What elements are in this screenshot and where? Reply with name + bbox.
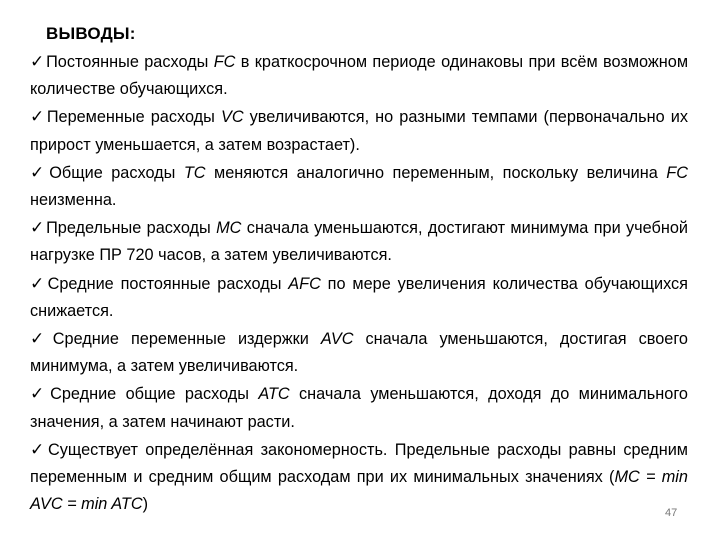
text-run: увеличиваются, но разными темпами (первоначально их прирост уменьшается, а затем возрастает). — [30, 108, 688, 154]
conclusion-item — [30, 325, 688, 380]
conclusion-item — [30, 103, 688, 158]
text-run: Предельные расходы — [46, 219, 217, 238]
term-symbol: TC — [183, 163, 206, 182]
term-symbol: AVC — [320, 330, 354, 349]
conclusion-item — [30, 270, 688, 325]
checkmark-icon: ✓ — [30, 52, 46, 71]
conclusions-list — [30, 48, 688, 518]
text-run: Средние переменные издержки — [52, 330, 321, 349]
conclusion-item — [30, 436, 688, 519]
text-run: Постоянные расходы — [46, 53, 214, 71]
text-run: по мере увеличения количества обучающихся снижается. — [30, 274, 688, 320]
term-symbol: AFC — [288, 274, 321, 293]
term-symbol: VC — [220, 108, 244, 127]
text-run: сначала уменьшаются, доходя до минимального значения, а затем начинают расти. — [30, 385, 688, 431]
text-run: сначала уменьшаются, достигая своего минимума, а затем увеличиваются. — [30, 330, 688, 376]
conclusion-item — [30, 380, 688, 435]
text-run: Существует определённая закономерность. Предельные расходы равны средним переменным и средним общим расходам при их минимальных значениях ( — [30, 440, 688, 487]
text-run: Средние постоянные расходы — [47, 274, 289, 293]
text-run: Общие расходы — [49, 163, 184, 182]
text-run: в краткосрочном периоде одинаковы при всём возможном количестве обучающихся. — [30, 53, 689, 99]
checkmark-icon: ✓ — [30, 218, 46, 238]
term-symbol: MC = min AVC = min ATC — [30, 468, 688, 514]
text-run: сначала уменьшаются, достигают минимума при учебной нагрузке ПР 720 часов, а затем увеличиваются. — [30, 219, 689, 265]
conclusion-item — [30, 159, 688, 214]
text-run: Средние общие расходы — [50, 385, 259, 404]
term-symbol: FC — [666, 163, 688, 182]
checkmark-icon: ✓ — [30, 329, 52, 349]
checkmark-icon: ✓ — [30, 107, 46, 127]
term-symbol: MC — [216, 219, 242, 238]
text-run: ) — [142, 495, 149, 514]
text-run: неизменна. — [30, 191, 117, 210]
page-number: 47 — [665, 507, 678, 519]
checkmark-icon: ✓ — [30, 162, 49, 182]
checkmark-icon: ✓ — [30, 384, 50, 404]
text-run: Переменные расходы — [46, 108, 221, 127]
term-symbol: ATC — [258, 385, 290, 404]
term-symbol: FC — [213, 53, 236, 71]
checkmark-icon: ✓ — [30, 273, 47, 293]
text-run: меняются аналогично переменным, поскольку величина — [205, 163, 667, 182]
slide-title: ВЫВОДЫ: — [46, 24, 136, 43]
conclusion-item — [30, 48, 688, 103]
checkmark-icon: ✓ — [30, 439, 47, 459]
conclusion-item — [30, 214, 688, 269]
